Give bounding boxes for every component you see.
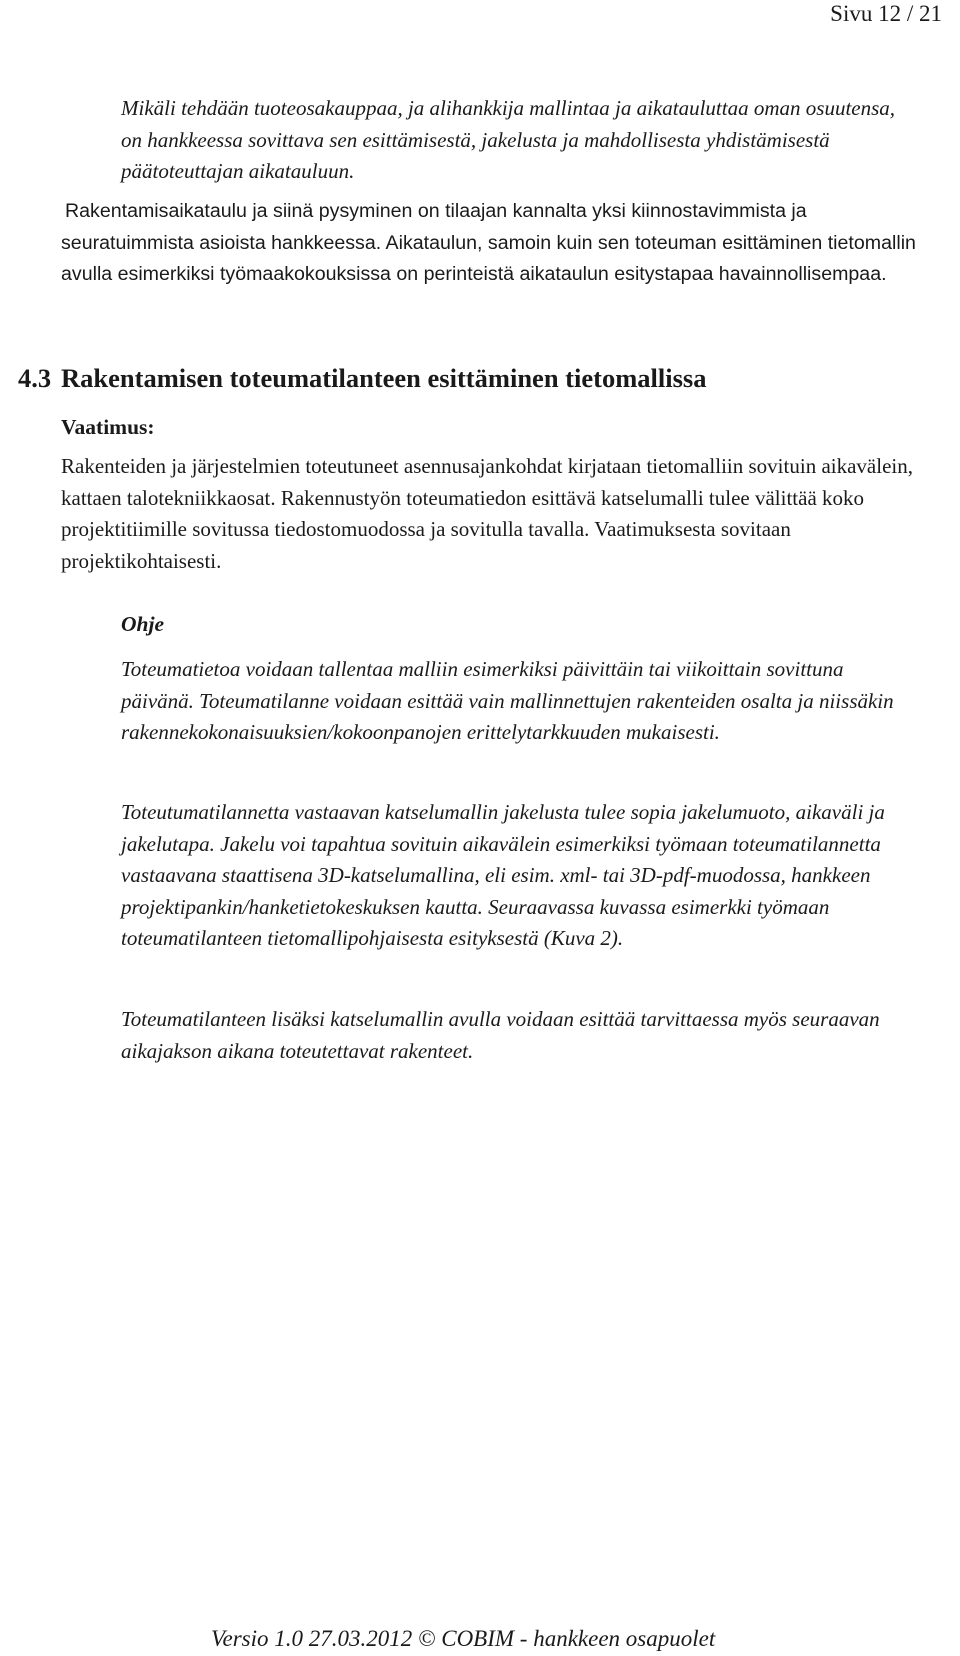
guidance-label: Ohje [121, 612, 164, 636]
page-footer: Versio 1.0 27.03.2012 © COBIM - hankkeen osapuolet [211, 1626, 716, 1651]
page-number: Sivu 12 / 21 [830, 1, 942, 26]
requirement-label: Vaatimus: [61, 415, 155, 439]
requirement-text: Rakenteiden ja järjestelmien toteutuneet asennusajankohdat kirjataan tietomalliin sovituin aikavälein, kattaen talotekniikkaosat. Rakennustyön toteumatiedon esittävä katselumalli tulee välittää koko projektitiimille sovitussa tiedostomuodossa ja sovitulla tavalla. Vaatimuksesta sovitaan projektikohtaisesti. [61, 454, 913, 573]
schedule-paragraph: Rakentamisaikataulu ja siinä pysyminen on tilaajan kannalta yksi kiinnostavimmista ja seuratuimmista asioista hankkeessa. Aikataulun, samoin kuin sen toteuman esittäminen tietomallin avulla esimerkiksi työmaakokouksissa on perinteistä aikataulun esitystapaa havainnollisempaa. [61, 200, 916, 285]
section-title: Rakentamisen toteumatilanteen esittäminen tietomallissa [61, 363, 707, 393]
guidance-paragraph: Toteumatietoa voidaan tallentaa malliin esimerkiksi päivittäin tai viikoittain sovittuna päivänä. Toteumatilanne voidaan esittää vain mallinnettujen rakenteiden osalta ja niissäkin rakennekokonaisuuksien/kokoonpanojen erittelytarkkuuden mukaisesti. [121, 657, 894, 744]
section-number: 4.3 [18, 363, 52, 393]
intro-italic-paragraph: Mikäli tehdään tuoteosakauppaa, ja alihankkija mallintaa ja aikatauluttaa oman osuutensa, on hankkeessa sovittava sen esittämisestä, jakelusta ja mahdollisesta yhdistämisestä päätoteuttajan aikatauluun. [121, 96, 896, 183]
guidance-paragraph: Toteutumatilannetta vastaavan katselumallin jakelusta tulee sopia jakelumuoto, aikaväli ja jakelutapa. Jakelu voi tapahtua sovituin aikavälein esimerkiksi työmaan toteumatilannetta vastaavana staattisena 3D-katselumallina, eli esim. xml- tai 3D-pdf-muodossa, hankkeen projektipankin/hanketietokeskuksen kautta. Seuraavassa kuvassa esimerkki työmaan toteumatilanteen tietomallipohjaisesta esityksestä (Kuva 2). [121, 800, 885, 950]
section-heading [18, 361, 707, 395]
guidance-paragraph: Toteumatilanteen lisäksi katselumallin avulla voidaan esittää tarvittaessa myös seuraavan aikajakson aikana toteutettavat rakenteet. [121, 1007, 880, 1063]
